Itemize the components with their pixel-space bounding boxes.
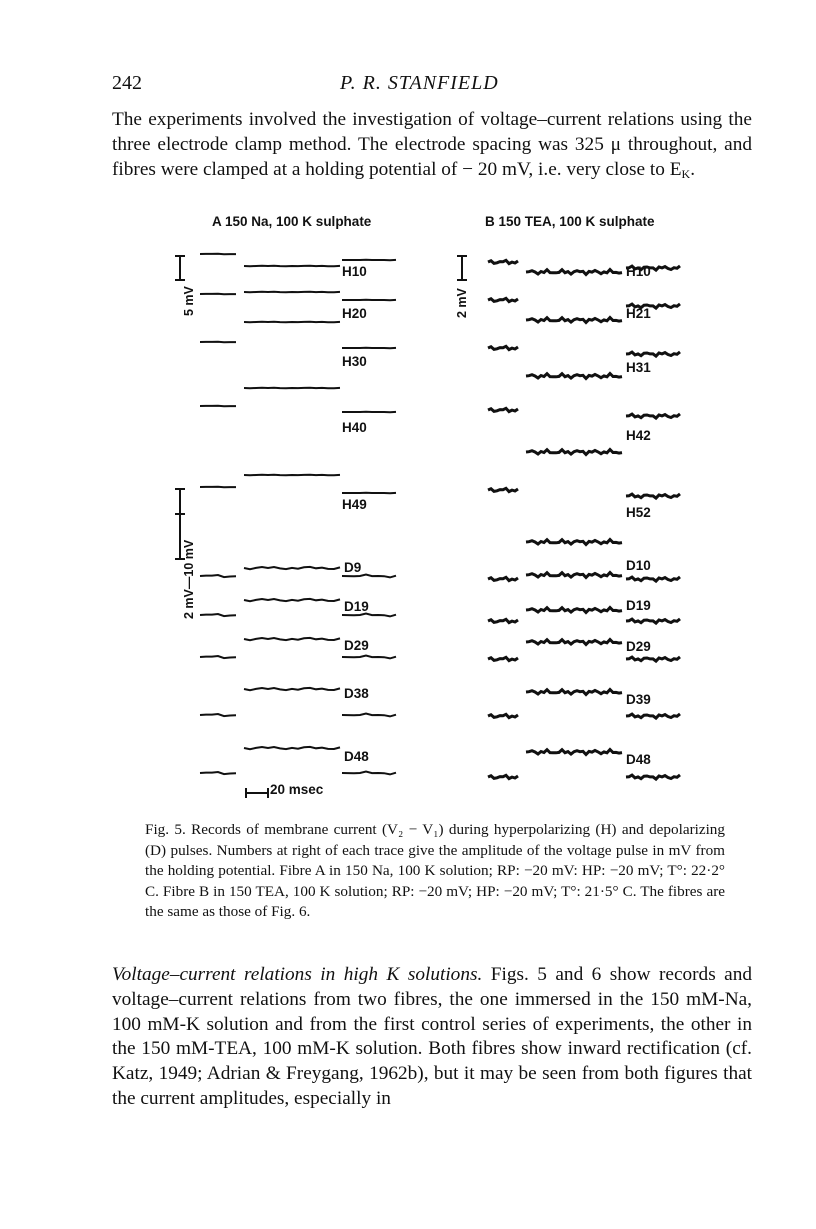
panel-b-trace-label: H10 — [626, 264, 651, 279]
intro-paragraph — [112, 108, 752, 186]
panel-a-trace-baseline — [200, 714, 236, 716]
panel-b-trace-label: H21 — [626, 306, 651, 321]
panel-b-trace-baseline — [488, 775, 518, 778]
panel-b-trace-label: D19 — [626, 598, 651, 613]
panel-a-trace-label: D38 — [344, 686, 369, 701]
panel-b-trace-pulse — [526, 640, 622, 645]
panel-a-trace-baseline — [200, 614, 236, 616]
panel-a-scale-bottom: 2 mV—10 mV — [182, 539, 196, 619]
body-paragraph — [112, 963, 752, 1112]
panel-b-trace-label: H42 — [626, 428, 651, 443]
panel-b-trace-tail — [626, 619, 680, 623]
panel-b-trace-pulse — [526, 318, 622, 323]
panel-b-trace-tail — [626, 352, 680, 356]
traces-svg — [160, 214, 700, 814]
panel-a-trace-tail — [342, 493, 396, 494]
panel-a-trace-tail — [342, 300, 396, 301]
panel-b-trace-pulse — [526, 540, 622, 545]
panel-a-trace-pulse — [244, 638, 340, 640]
panel-b-trace-tail — [626, 775, 680, 779]
panel-a-trace-label: D9 — [344, 560, 362, 575]
panel-b-trace-baseline — [488, 298, 518, 301]
time-scale-label: 20 msec — [270, 782, 324, 797]
panel-b-trace-pulse — [526, 690, 622, 695]
panel-a-trace-tail — [342, 714, 396, 717]
panel-a-trace-label: H40 — [342, 420, 367, 435]
panel-b-trace-pulse — [526, 608, 622, 613]
intro-subscript: K — [681, 166, 691, 181]
panel-b-trace-label: D48 — [626, 752, 651, 767]
panel-a-trace-label: H20 — [342, 306, 367, 321]
intro-tail: . — [690, 158, 696, 180]
panel-a-trace-baseline — [200, 575, 236, 577]
panel-b-trace-pulse — [526, 750, 622, 755]
panel-b-trace-baseline — [488, 714, 518, 717]
figure-5 — [160, 214, 700, 814]
panel-a-trace-baseline — [200, 656, 236, 658]
panel-b-trace-label: H31 — [626, 360, 651, 375]
figure-caption — [145, 820, 725, 923]
panel-b-trace-baseline — [488, 657, 518, 660]
panel-b-trace-label: D29 — [626, 639, 651, 654]
panel-a-trace-label: H30 — [342, 354, 367, 369]
panel-b-trace-baseline — [488, 488, 518, 491]
panel-a-trace-tail — [342, 656, 396, 659]
panel-b-trace-tail — [626, 414, 680, 418]
panel-b-scale-top: 2 mV — [455, 288, 469, 318]
panel-b-trace-pulse — [526, 450, 622, 455]
panel-a-trace-label: H49 — [342, 497, 367, 512]
panel-b-trace-pulse — [526, 573, 622, 578]
panel-b-trace-baseline — [488, 346, 518, 349]
panel-b-trace-tail — [626, 494, 680, 498]
panel-b-trace-label: H52 — [626, 505, 651, 520]
panel-a-trace-label: D19 — [344, 599, 369, 614]
running-header-author: P. R. STANFIELD — [340, 72, 499, 94]
panel-a-trace-pulse — [244, 688, 340, 690]
body-text: Figs. 5 and 6 show records and voltage–current relations from two fibres, the one immersed in the 150 mM-Na, 100 mM-K solution and from the first control series of experiments, the other in the 150 mM-TEA, 100 mM-K solution. Both fibres show inward rectification (cf. Katz, 1949; Adrian & Freygang, 1962b), but it may be seen from both figures that the current amplitudes, especially in — [112, 964, 753, 1109]
panel-a-trace-tail — [342, 412, 396, 413]
panel-a-scale-top: 5 mV — [182, 286, 196, 316]
panel-a-trace-tail — [342, 260, 396, 261]
panel-b-trace-baseline — [488, 577, 518, 580]
panel-a-trace-tail — [342, 772, 396, 775]
panel-a-title: A 150 Na, 100 K sulphate — [212, 214, 372, 229]
panel-b-trace-tail — [626, 657, 680, 661]
panel-b-trace-baseline — [488, 408, 518, 411]
panel-b-trace-pulse — [526, 374, 622, 379]
panel-b-trace-label: D10 — [626, 558, 651, 573]
panel-b-trace-pulse — [526, 270, 622, 275]
panel-b-trace-baseline — [488, 260, 518, 263]
caption-text: Fig. 5. Records of membrane current (V₂ − V₁) during hyperpolarizing (H) and depolarizing (D) pulses. Numbers at right of each trace give the amplitude of the voltage pulse in mV from the holding potential. Fibre A in 150 Na, 100 K solution; RP: −20 mV: HP: −20 mV; T°: 22·2° C. Fibre B in 150 TEA, 100 K solution; RP: −20 mV; HP: −20 mV; T°: 21·5° C. The fibres are the same as those of Fig. 6. — [145, 821, 725, 920]
panel-b-trace-tail — [626, 714, 680, 718]
panel-b-trace-label: D39 — [626, 692, 651, 707]
panel-b-trace-tail — [626, 577, 680, 581]
intro-text: The experiments involved the investigation of voltage–current relations using the three electrode clamp method. The electrode spacing was 325 μ throughout, and fibres were clamped at a holding potential of − 20 mV, i.e. very close to E — [112, 109, 752, 180]
panel-a-trace-baseline — [200, 772, 236, 774]
panel-a-trace-pulse — [244, 567, 340, 569]
panel-a-trace-pulse — [244, 599, 340, 601]
panel-b-title: B 150 TEA, 100 K sulphate — [485, 214, 655, 229]
panel-a-trace-pulse — [244, 747, 340, 749]
section-heading: Voltage–current relations in high K solutions. — [112, 964, 483, 985]
panel-a-trace-label: D29 — [344, 638, 369, 653]
panel-a-trace-label: H10 — [342, 264, 367, 279]
page-number: 242 — [112, 72, 142, 94]
panel-a-trace-label: D48 — [344, 749, 369, 764]
panel-a-trace-tail — [342, 348, 396, 349]
panel-b-trace-baseline — [488, 619, 518, 622]
